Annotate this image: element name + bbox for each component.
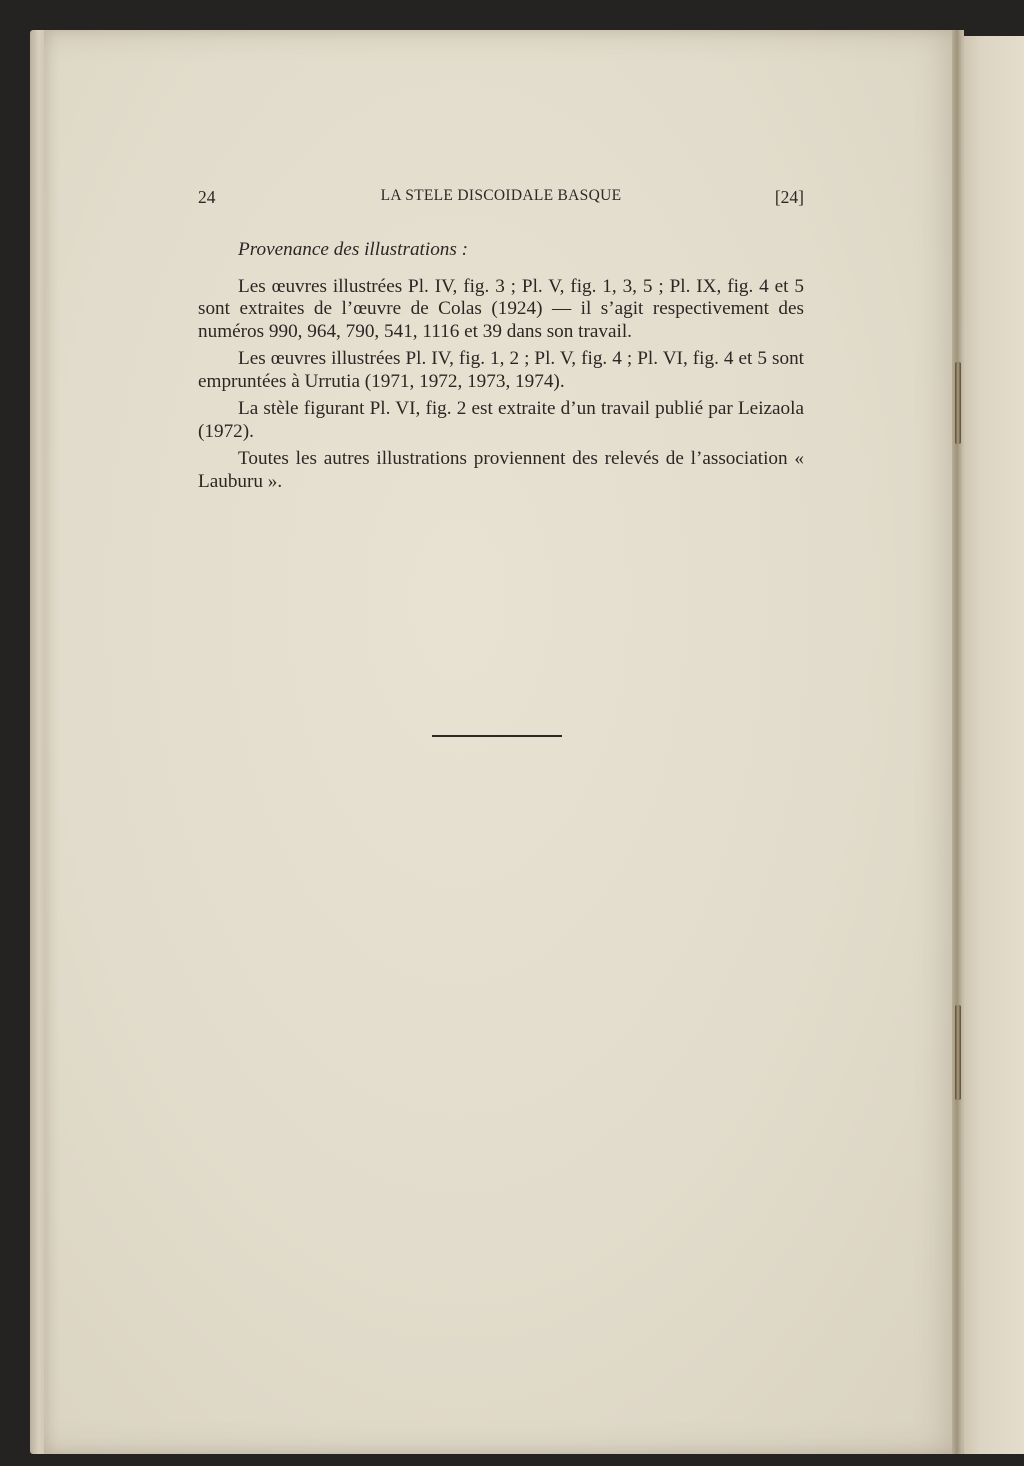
staple-top [955, 362, 961, 444]
section-heading: Provenance des illustrations : [238, 239, 469, 260]
paragraph-lauburu: Toutes les autres illustrations proviennent des relevés de l’association « Lauburu ». [198, 448, 804, 492]
body-text [198, 239, 804, 498]
staple-bottom [955, 1005, 961, 1100]
book-gutter [952, 30, 962, 1454]
paragraph-leizaola: La stèle figurant Pl. VI, fig. 2 est extraite d’un travail publié par Leizaola (1972). [198, 398, 804, 442]
running-header [198, 187, 804, 213]
paragraph-urrutia: Les œuvres illustrées Pl. IV, fig. 1, 2 ; Pl. V, fig. 4 ; Pl. VI, fig. 4 et 5 sont empruntées à Urrutia (1971, 1972, 1973, 1974). [198, 348, 804, 392]
bracketed-page-number: [24] [774, 187, 804, 207]
running-title: LA STELE DISCOIDALE BASQUE [380, 187, 622, 204]
paragraph-colas: Les œuvres illustrées Pl. IV, fig. 3 ; Pl. V, fig. 1, 3, 5 ; Pl. IX, fig. 4 et 5 sont extraites de l’œuvre de Colas (1924) — il s’agit respectivement des numéros 990, 964, 790, 541, 1116 et 39 dans son travail. [198, 275, 804, 342]
facing-page [958, 36, 1024, 1454]
section-end-rule [432, 735, 562, 737]
page-number: 24 [198, 187, 216, 207]
